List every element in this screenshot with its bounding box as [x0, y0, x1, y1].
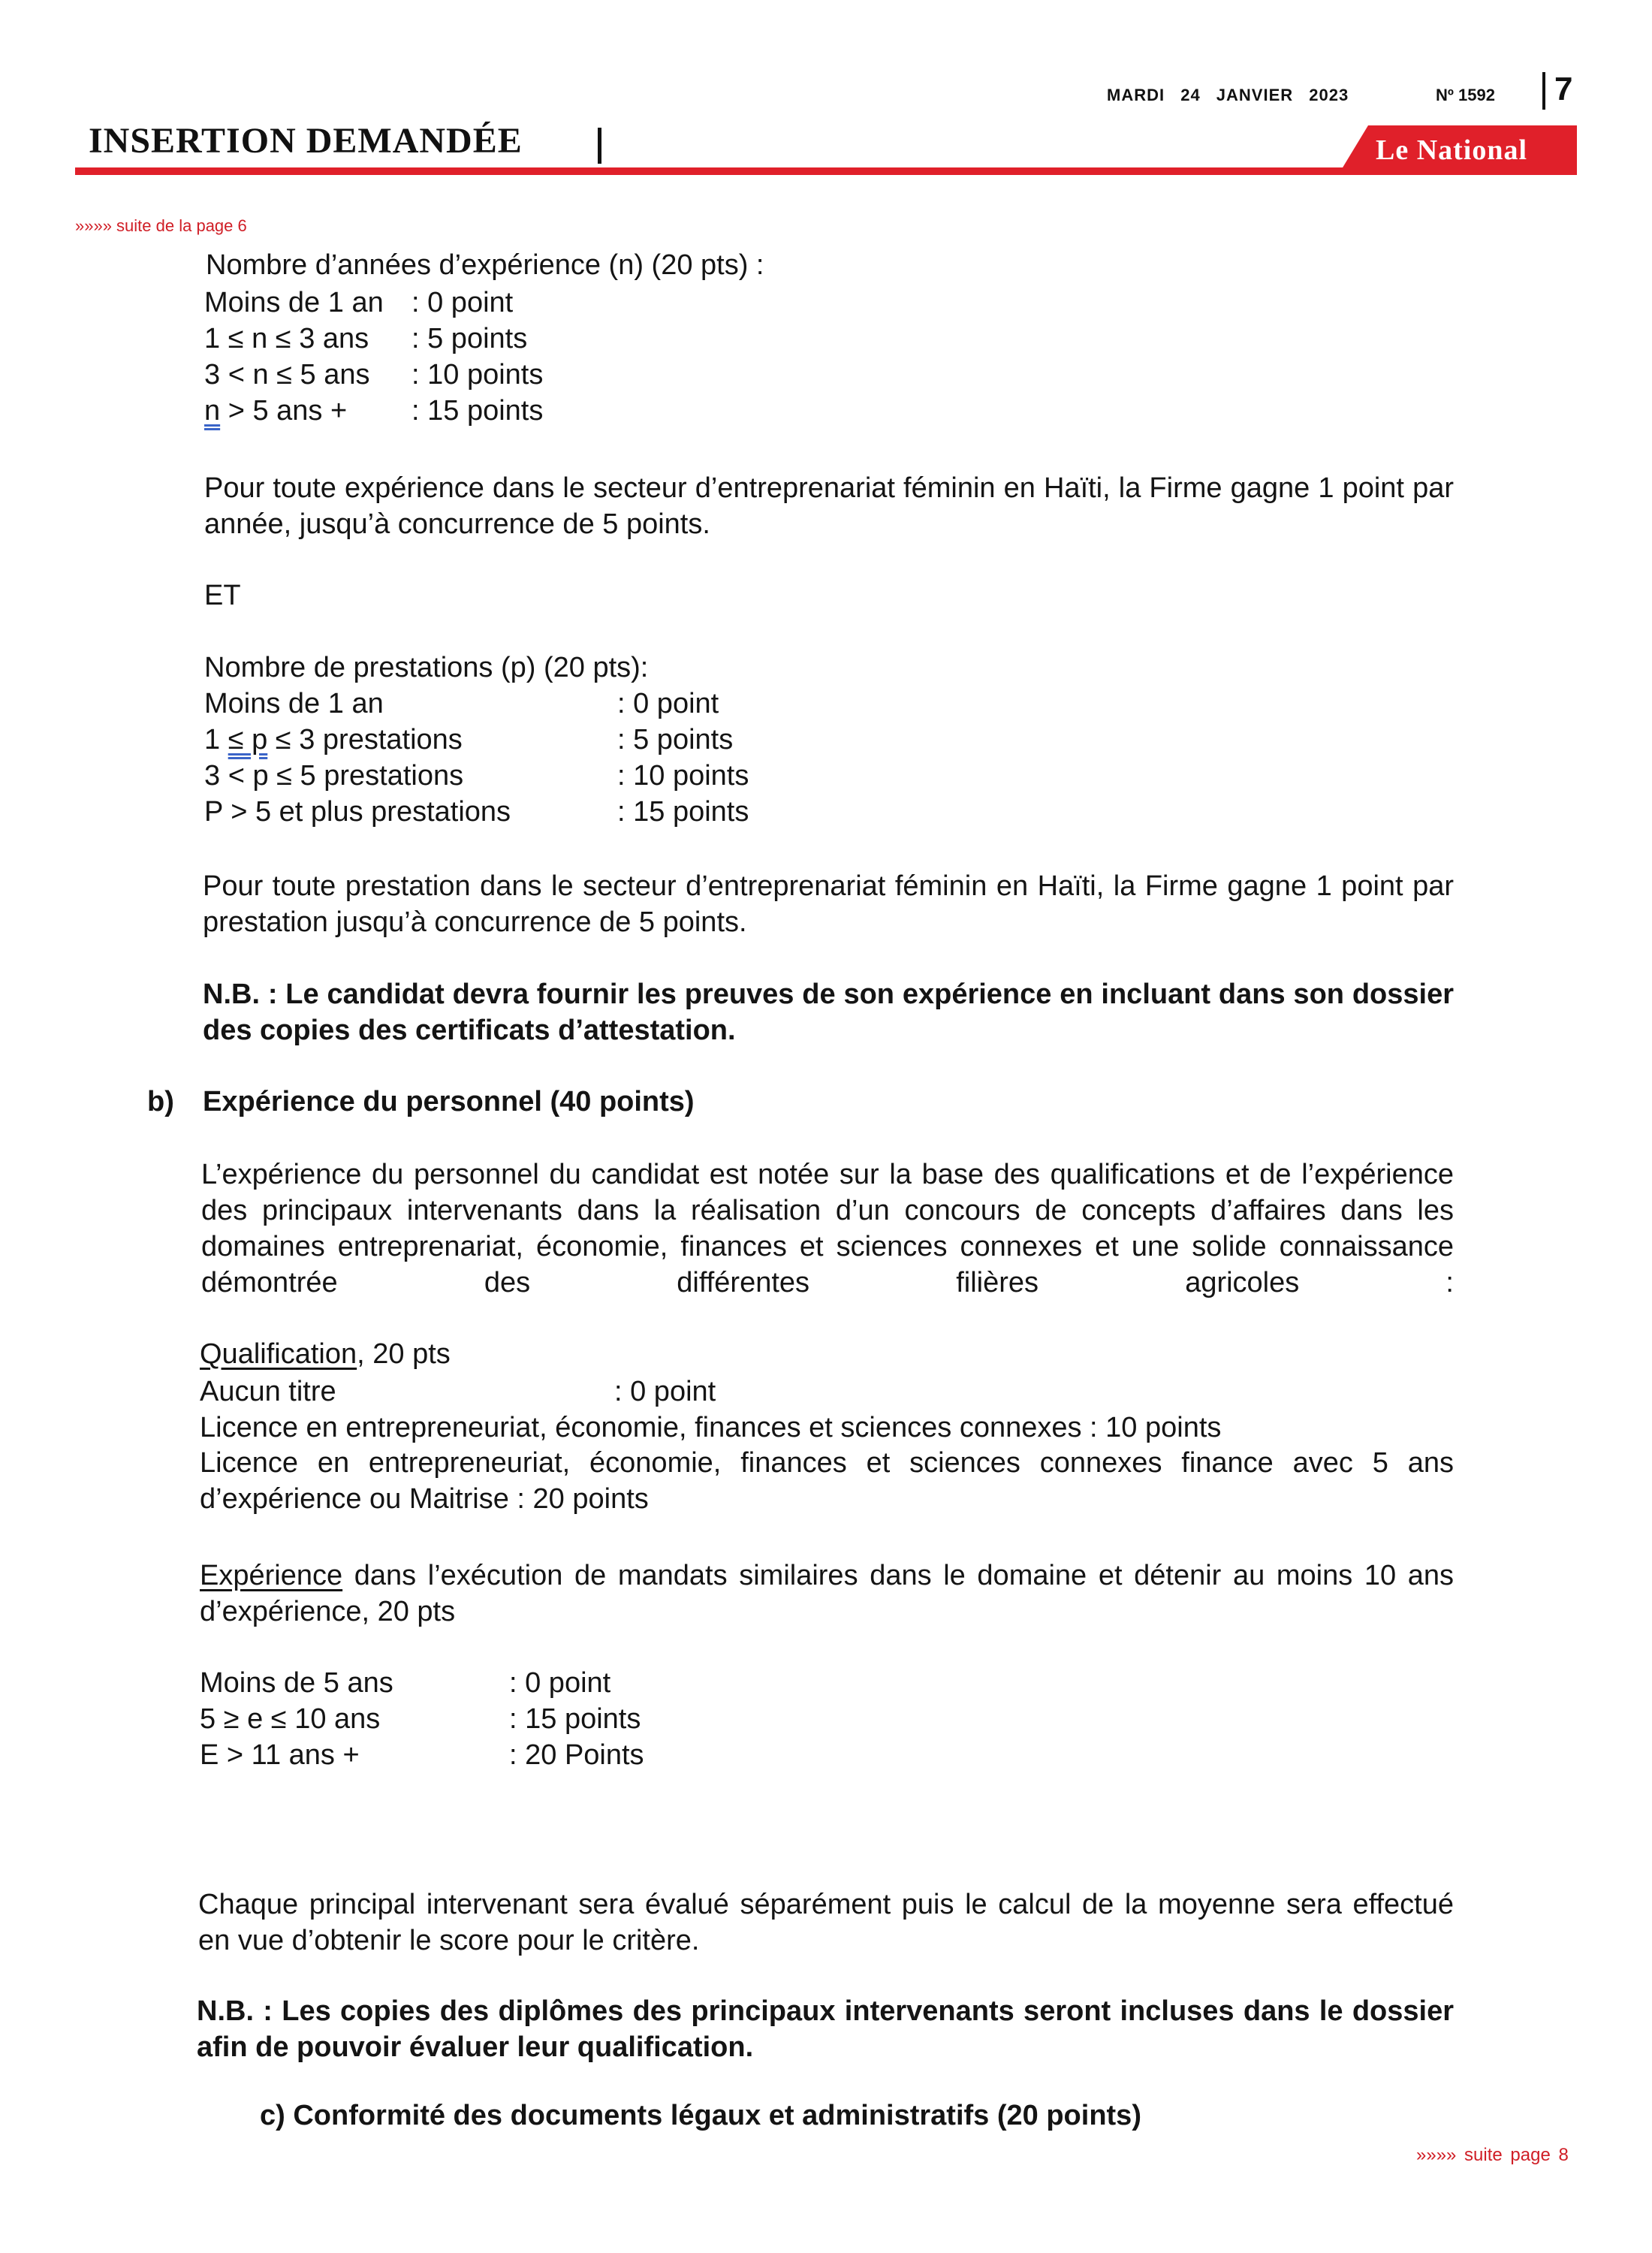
experience-requirement-text: dans l’exécution de mandats similaires dans le domaine et détenir au moins 10 ans d’expérience, 20 pts [200, 1560, 1454, 1627]
qualification-row-label: Aucun titre [200, 1376, 336, 1407]
qualification-points: , 20 pts [357, 1338, 451, 1370]
continued-to-link[interactable]: »»»» suite page 8 [1416, 2145, 1569, 2165]
qualification-row: Licence en entrepreneuriat, économie, finances et sciences connexes finance avec 5 ans d’expérience ou Maitrise : 20 points [200, 1447, 1454, 1515]
prest-row-label-b: ≤ p [228, 724, 268, 756]
prest-row-points: : 0 point [617, 688, 719, 719]
qualification-heading [200, 1337, 451, 1371]
prest-row-label: Moins de 1 an [204, 688, 384, 719]
prest-row-label-c: ≤ 3 prestations [267, 724, 463, 756]
exp-row-points: : 5 points [411, 323, 528, 354]
exp-row-label-rest: > 5 ans + [220, 395, 348, 427]
prest-row-label [204, 722, 463, 757]
exp-row-label [204, 394, 347, 428]
prest-row-points: : 10 points [617, 760, 749, 792]
exp-row-points: : 10 points [411, 359, 544, 391]
average-score-note: Chaque principal intervenant sera évalué séparément puis le calcul de la moyenne sera effectué en vue d’obtenir le score pour le critère. [198, 1889, 1454, 1956]
exp-row-label: Moins de 1 an [204, 287, 384, 318]
exp-row-points: : 15 points [411, 395, 544, 427]
brand-name: Le National [1376, 134, 1528, 166]
exp-level-points: : 20 Points [509, 1739, 644, 1771]
exp-level-label: 5 ≥ e ≤ 10 ans [200, 1703, 381, 1735]
issue-date: MARDI 24 JANVIER 2023 [1107, 86, 1349, 104]
section-b-marker: b) [147, 1086, 174, 1117]
qualification-label: Qualification [200, 1338, 357, 1370]
prest-row-points: : 5 points [617, 724, 734, 756]
section-c-title: c) Conformité des documents légaux et administratifs (20 points) [260, 2100, 1141, 2131]
experience-feminine-note: Pour toute expérience dans le secteur d’entreprenariat féminin en Haïti, la Firme gagne 1 point par année, jusqu’à concurrence de 5 points. [204, 472, 1454, 540]
prest-row-label: P > 5 et plus prestations [204, 796, 511, 828]
continued-from-link[interactable]: »»»» suite de la page 6 [75, 216, 247, 235]
personnel-title: Expérience du personnel (40 points) [203, 1086, 695, 1117]
et-connector: ET [204, 580, 241, 611]
header-rule [75, 167, 1577, 175]
issue-number: Nº 1592 [1436, 86, 1495, 104]
prest-row-label-a: 1 [204, 724, 228, 756]
experience-label: Expérience [200, 1560, 343, 1591]
prest-row-label: 3 < p ≤ 5 prestations [204, 760, 464, 792]
prestations-title: Nombre de prestations (p) (20 pts): [204, 652, 649, 683]
page-number-divider [1542, 72, 1545, 110]
exp-level-label: Moins de 5 ans [200, 1667, 393, 1699]
page-number: 7 [1554, 71, 1573, 107]
qualification-row: Licence en entrepreneuriat, économie, finances et sciences connexes : 10 points [200, 1412, 1222, 1443]
exp-row-label-variable: n [204, 395, 221, 427]
experience-requirement [200, 1558, 1454, 1630]
exp-level-points: : 0 point [509, 1667, 611, 1699]
experience-proof-nb: N.B. : Le candidat devra fournir les preuves de son expérience en incluant dans son dossier des copies des certificats d’attestation. [203, 979, 1454, 1046]
diplomas-nb: N.B. : Les copies des diplômes des principaux intervenants seront incluses dans le dossier afin de pouvoir évaluer leur qualification. [197, 1995, 1454, 2063]
experience-years-title: Nombre d’années d’expérience (n) (20 pts) : [206, 249, 764, 281]
exp-row-label: 3 < n ≤ 5 ans [204, 359, 370, 391]
exp-row-points: : 0 point [411, 287, 514, 318]
section-title-divider [598, 128, 601, 164]
personnel-intro: L’expérience du personnel du candidat est notée sur la base des qualifications et de l’expérience des principaux intervenants dans la réalisation d’un concours de concepts d’affaires dans les domaines entreprenariat, économie, finances et sciences connexes et une solide connaissance démontrée des différentes filières agricoles : [201, 1159, 1454, 1298]
section-title: INSERTION DEMANDÉE [89, 121, 523, 161]
qualification-row-points: : 0 point [614, 1376, 716, 1407]
prestations-feminine-note: Pour toute prestation dans le secteur d’entreprenariat féminin en Haïti, la Firme gagne 1 point par prestation jusqu’à concurrence de 5 points. [203, 870, 1454, 938]
exp-level-label: E > 11 ans + [200, 1739, 360, 1771]
exp-level-points: : 15 points [509, 1703, 641, 1735]
exp-row-label: 1 ≤ n ≤ 3 ans [204, 323, 369, 354]
prest-row-points: : 15 points [617, 796, 749, 828]
